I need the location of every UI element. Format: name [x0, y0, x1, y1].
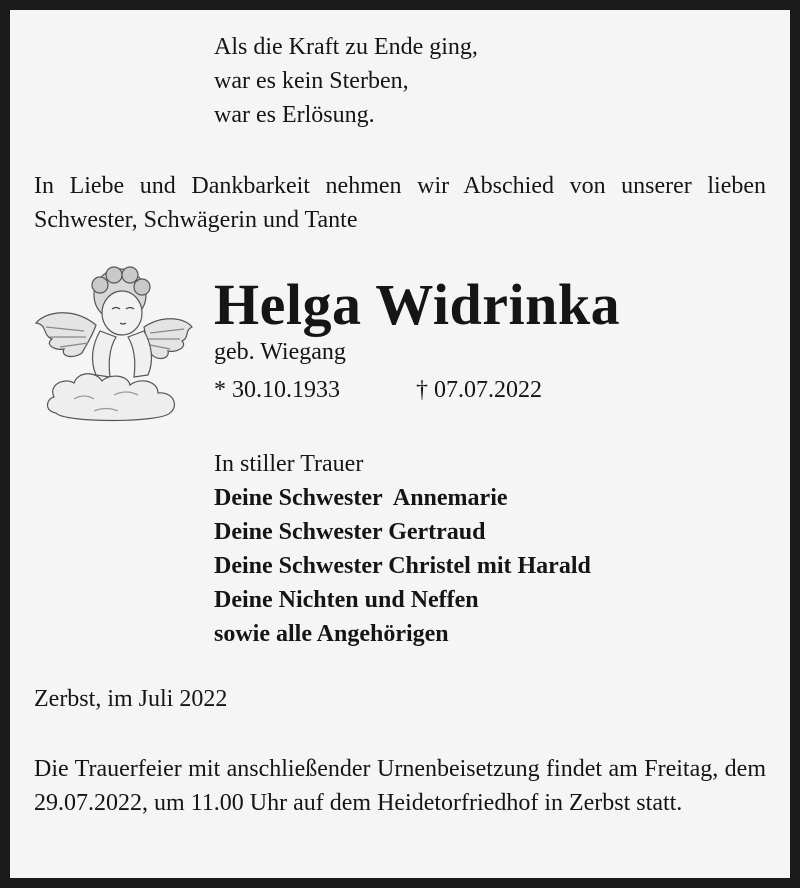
mourner-name: sowie alle Angehörigen: [214, 621, 449, 647]
obituary-notice: [10, 10, 790, 878]
poem-line: war es Erlösung.: [214, 102, 375, 128]
intro-text: In Liebe und Dankbarkeit nehmen wir Abschied von unserer lieben Schwester, Schwägerin und Tante: [34, 173, 766, 233]
mourner-name: Deine Schwester Christel mit Harald: [214, 553, 591, 579]
poem-line: war es kein Sterben,: [214, 68, 409, 94]
birth-date: * 30.10.1933: [214, 377, 340, 403]
mourner-name: Deine Schwester Annemarie: [214, 485, 508, 511]
mourner-name: Deine Nichten und Neffen: [214, 587, 479, 613]
cherub-angel-icon: [34, 265, 194, 425]
poem-line: Als die Kraft zu Ende ging,: [214, 34, 478, 60]
place-date: Zerbst, im Juli 2022: [34, 686, 228, 712]
mourners-block: [214, 447, 591, 651]
maiden-name: geb. Wiegang: [214, 339, 346, 365]
mourners-heading: In stiller Trauer: [214, 451, 364, 477]
mourner-name: Deine Schwester Gertraud: [214, 519, 486, 545]
poem: [214, 30, 478, 132]
death-date: † 07.07.2022: [416, 377, 542, 403]
deceased-name: Helga Widrinka: [214, 272, 621, 337]
funeral-service-info: Die Trauerfeier mit anschließender Urnenbeisetzung findet am Freitag, dem 29.07.2022, um 11.00 Uhr auf dem Heidetorfriedhof in Zerbst statt.: [34, 756, 766, 816]
